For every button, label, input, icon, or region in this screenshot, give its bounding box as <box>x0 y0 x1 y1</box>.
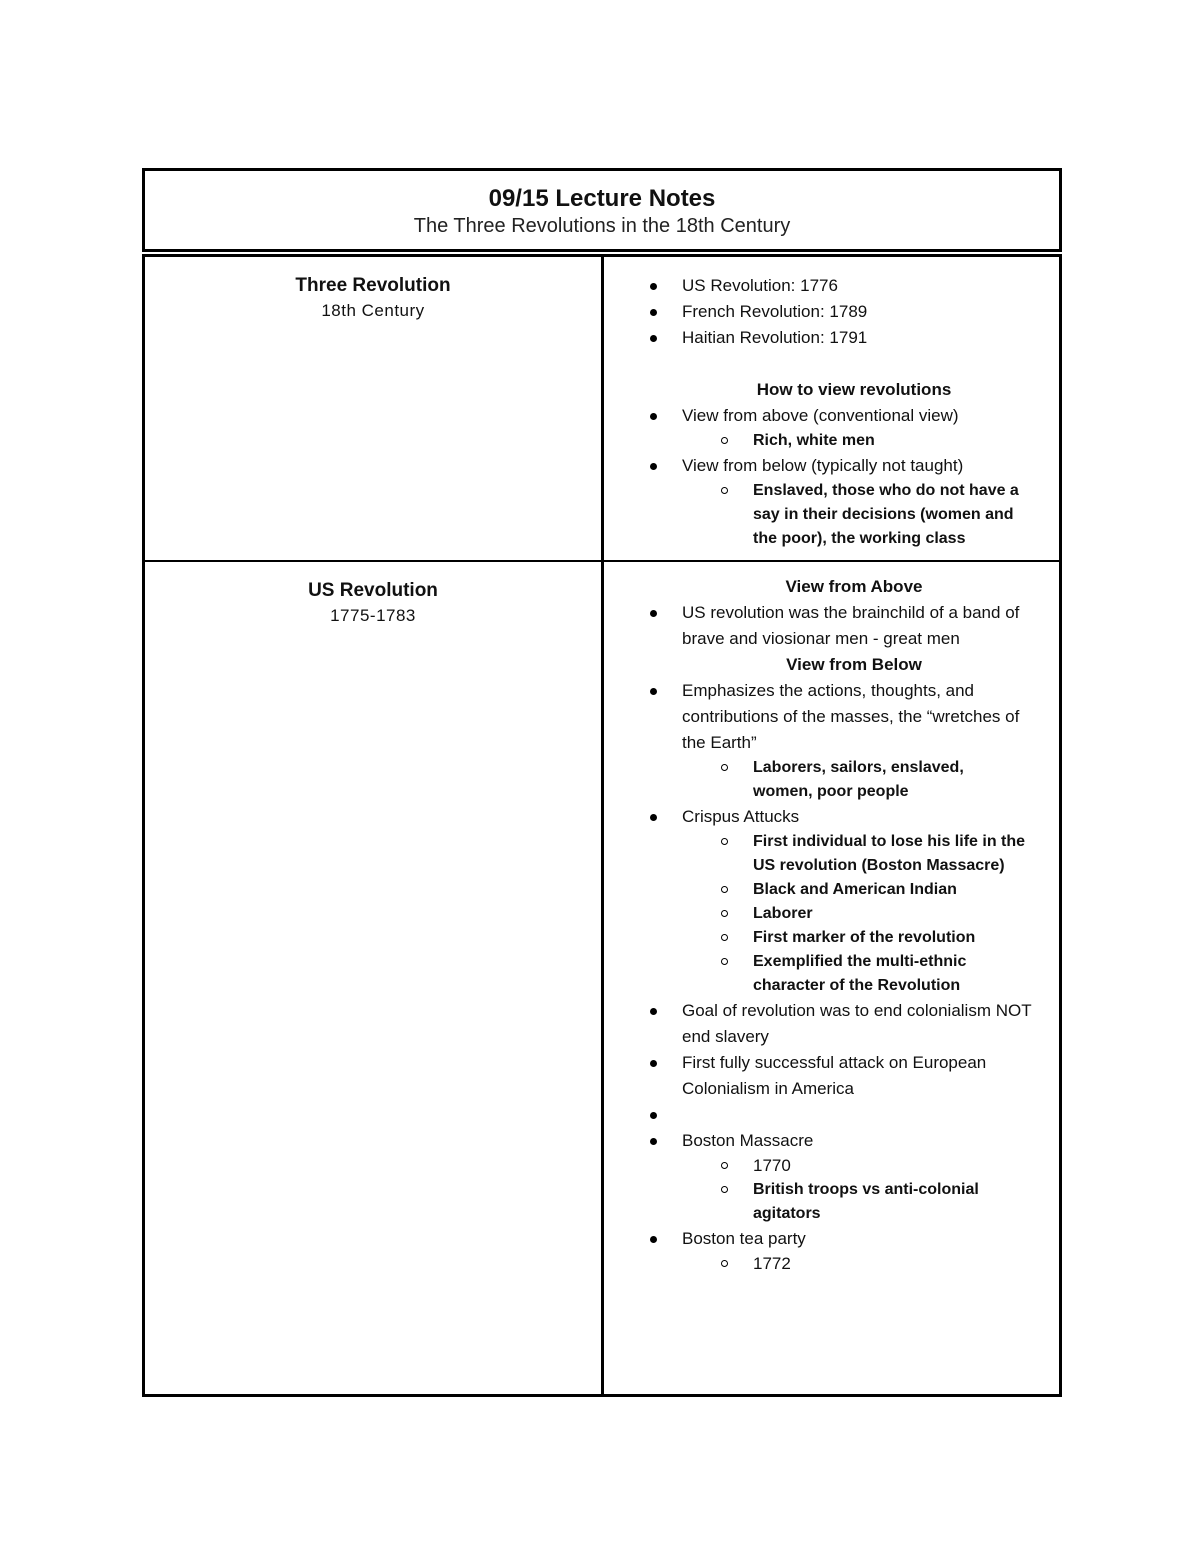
bullet-icon <box>650 1112 657 1119</box>
list-item-text: Boston tea party <box>682 1229 806 1248</box>
bullet-icon <box>650 335 657 342</box>
circle-bullet-icon <box>721 838 728 845</box>
list-item-text: US Revolution: 1776 <box>682 276 838 295</box>
sub-list-item <box>604 1178 1044 1226</box>
bullet-icon <box>650 309 657 316</box>
circle-bullet-icon <box>721 886 728 893</box>
list-item-text: First fully successful attack on European Colonialism in America <box>682 1053 987 1098</box>
sub-list-item-text: First individual to lose his life in the US revolution (Boston Massacre) <box>753 833 1026 874</box>
circle-bullet-icon <box>721 1162 728 1169</box>
list-item-empty <box>604 1102 1044 1128</box>
list-item-text: US revolution was the brainchild of a band of brave and viosionar men - great men <box>682 603 1020 648</box>
sub-list-item <box>604 429 1044 453</box>
list-item <box>604 453 1044 479</box>
circle-bullet-icon <box>721 487 728 494</box>
page-subtitle: The Three Revolutions in the 18th Century <box>413 215 791 237</box>
list-item <box>604 1050 1044 1102</box>
table-row <box>145 562 1059 1394</box>
sub-list-item-text: 1770 <box>753 1156 791 1175</box>
circle-bullet-icon <box>721 958 728 965</box>
list-item <box>604 1226 1044 1252</box>
bullet-icon <box>650 1060 657 1067</box>
list-item-text: Emphasizes the actions, thoughts, and contributions of the masses, the “wretches of the Earth” <box>682 681 1020 752</box>
sub-list-item-text: Exemplified the multi-ethnic character of the Revolution <box>753 953 967 994</box>
section-heading: How to view revolutions <box>756 380 952 399</box>
bullet-icon <box>650 610 657 617</box>
table-row <box>145 257 1059 562</box>
topic-subtitle: 1775-1783 <box>330 606 416 625</box>
list-item-text: French Revolution: 1789 <box>682 302 868 321</box>
sub-list-item-text: British troops vs anti-colonial agitators <box>753 1181 979 1222</box>
bullet-icon <box>650 688 657 695</box>
header-box <box>142 168 1062 252</box>
list-item <box>604 403 1044 429</box>
list-item <box>604 1128 1044 1154</box>
list-item-text: Goal of revolution was to end colonialism NOT end slavery <box>682 1001 1032 1046</box>
sub-list-item <box>604 902 1044 926</box>
sub-list-item-text: Laborer <box>753 905 813 922</box>
list-item-text: Haitian Revolution: 1791 <box>682 328 868 347</box>
notes-table <box>142 254 1062 1397</box>
bullet-icon <box>650 283 657 290</box>
topic-title: Three Revolution <box>295 275 451 296</box>
notes-cell <box>604 257 1044 551</box>
list-item-text: View from above (conventional view) <box>682 406 959 425</box>
circle-bullet-icon <box>721 764 728 771</box>
bullet-icon <box>650 1138 657 1145</box>
topic-subtitle: 18th Century <box>321 301 425 320</box>
section-heading: View from Above <box>785 577 923 596</box>
list-item-text: Boston Massacre <box>682 1131 814 1150</box>
notes-cell <box>604 562 1044 1276</box>
topic-title: US Revolution <box>308 580 438 601</box>
sub-list-item-text: 1772 <box>753 1254 791 1273</box>
bullet-icon <box>650 413 657 420</box>
bullet-icon <box>650 814 657 821</box>
list-item <box>604 600 1044 652</box>
circle-bullet-icon <box>721 934 728 941</box>
sub-list-item <box>604 479 1044 551</box>
bullet-icon <box>650 463 657 470</box>
section-heading: View from Below <box>786 655 922 674</box>
list-item <box>604 273 1044 299</box>
sub-list-item <box>604 830 1044 878</box>
list-item <box>604 998 1044 1050</box>
sub-list-item-text: Enslaved, those who do not have a say in their decisions (women and the poor), the working class <box>753 482 1019 547</box>
list-item <box>604 804 1044 830</box>
sub-list-item <box>604 926 1044 950</box>
sub-list-item <box>604 878 1044 902</box>
bullet-icon <box>650 1236 657 1243</box>
sub-list-item <box>604 756 1044 804</box>
sub-list-item <box>604 1154 1044 1178</box>
list-item-text: View from below (typically not taught) <box>682 456 964 475</box>
circle-bullet-icon <box>721 437 728 444</box>
sub-list-item <box>604 1252 1044 1276</box>
page-title: 09/15 Lecture Notes <box>488 185 716 212</box>
list-item <box>604 678 1044 756</box>
sub-list-item-text: Rich, white men <box>753 432 875 449</box>
sub-list-item-text: First marker of the revolution <box>753 929 976 946</box>
topic-cell <box>145 562 601 628</box>
topic-cell <box>145 257 601 323</box>
circle-bullet-icon <box>721 910 728 917</box>
sub-list-item-text: Laborers, sailors, enslaved, women, poor people <box>753 759 964 800</box>
sub-list-item <box>604 950 1044 998</box>
list-item <box>604 299 1044 325</box>
bullet-icon <box>650 1008 657 1015</box>
circle-bullet-icon <box>721 1186 728 1193</box>
list-item <box>604 325 1044 351</box>
circle-bullet-icon <box>721 1260 728 1267</box>
sub-list-item-text: Black and American Indian <box>753 881 957 898</box>
list-item-text: Crispus Attucks <box>682 807 800 826</box>
